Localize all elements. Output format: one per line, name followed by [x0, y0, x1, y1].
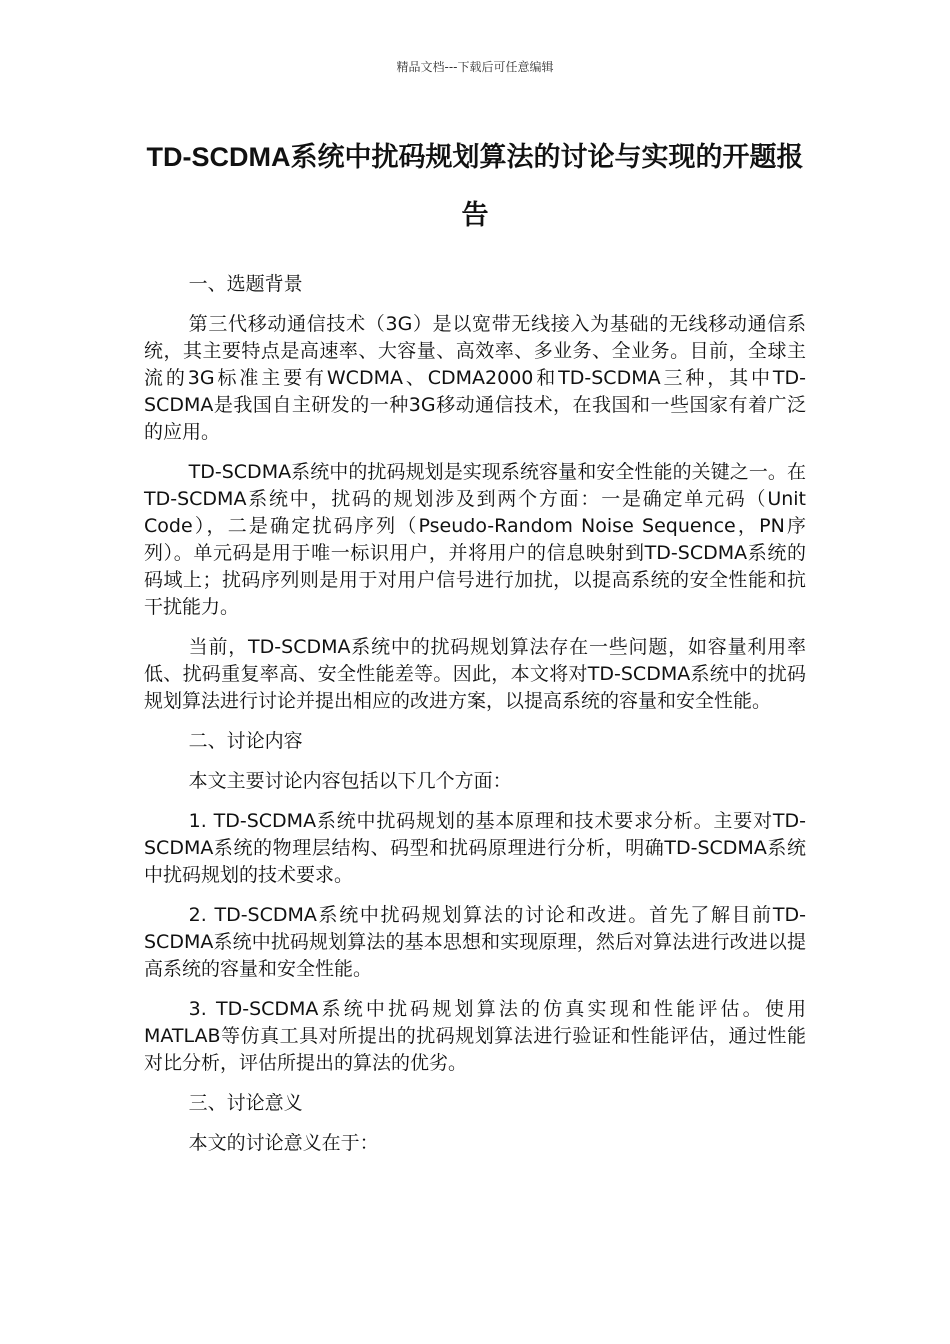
paragraph-current-problems: 当前，TD-SCDMA系统中的扰码规划算法存在一些问题，如容量利用率低、扰码重复率高、安全性能差等。因此，本文将对TD-SCDMA系统中的扰码规划算法进行讨论并提出相应的改进方案，以提高系统的容量和安全性能。	[144, 636, 806, 712]
list-item-3: 3. TD-SCDMA系统中扰码规划算法的仿真实现和性能评估。使用MATLAB等仿真工具对所提出的扰码规划算法进行验证和性能评估，通过性能对比分析，评估所提出的算法的优劣。	[144, 998, 806, 1074]
paragraph-scrambling-planning: TD-SCDMA系统中的扰码规划是实现系统容量和安全性能的关键之一。在TD-SCDMA系统中，扰码的规划涉及到两个方面：一是确定单元码（Unit Code），二是确定扰码序列（Pseudo-Random Noise Sequence，PN序列）。单元码是用于唯一标识用户，并将用户的信息映射到TD-SCDMA系统的码域上；扰码序列则是用于对用户信号进行加扰，以提高系统的安全性能和抗干扰能力。	[144, 461, 806, 618]
page-header-note: 精品文档---下载后可任意编辑	[396, 60, 554, 74]
document-title: TD-SCDMA系统中扰码规划算法的讨论与实现的开题报告	[146, 142, 804, 230]
paragraph-3g-intro: 第三代移动通信技术（3G）是以宽带无线接入为基础的无线移动通信系统，其主要特点是高速率、大容量、高效率、多业务、全业务。目前，全球主流的3G标准主要有WCDMA、CDMA2000和TD-SCDMA三种，其中TD-SCDMA是我国自主研发的一种3G移动通信技术，在我国和一些国家有着广泛的应用。	[144, 313, 806, 443]
paragraph-content-intro: 本文主要讨论内容包括以下几个方面：	[188, 770, 512, 792]
document-body	[144, 271, 806, 1170]
list-item-1: 1. TD-SCDMA系统中扰码规划的基本原理和技术要求分析。主要对TD-SCDMA系统的物理层结构、码型和扰码原理进行分析，明确TD-SCDMA系统中扰码规划的技术要求。	[144, 810, 806, 886]
list-item-2: 2. TD-SCDMA系统中扰码规划算法的讨论和改进。首先了解目前TD-SCDMA系统中扰码规划算法的基本思想和实现原理，然后对算法进行改进以提高系统的容量和安全性能。	[144, 904, 806, 980]
section-heading-background: 一、选题背景	[188, 273, 303, 295]
section-heading-significance: 三、讨论意义	[188, 1092, 303, 1114]
paragraph-significance-intro: 本文的讨论意义在于：	[188, 1132, 379, 1154]
section-heading-content: 二、讨论内容	[188, 730, 303, 752]
